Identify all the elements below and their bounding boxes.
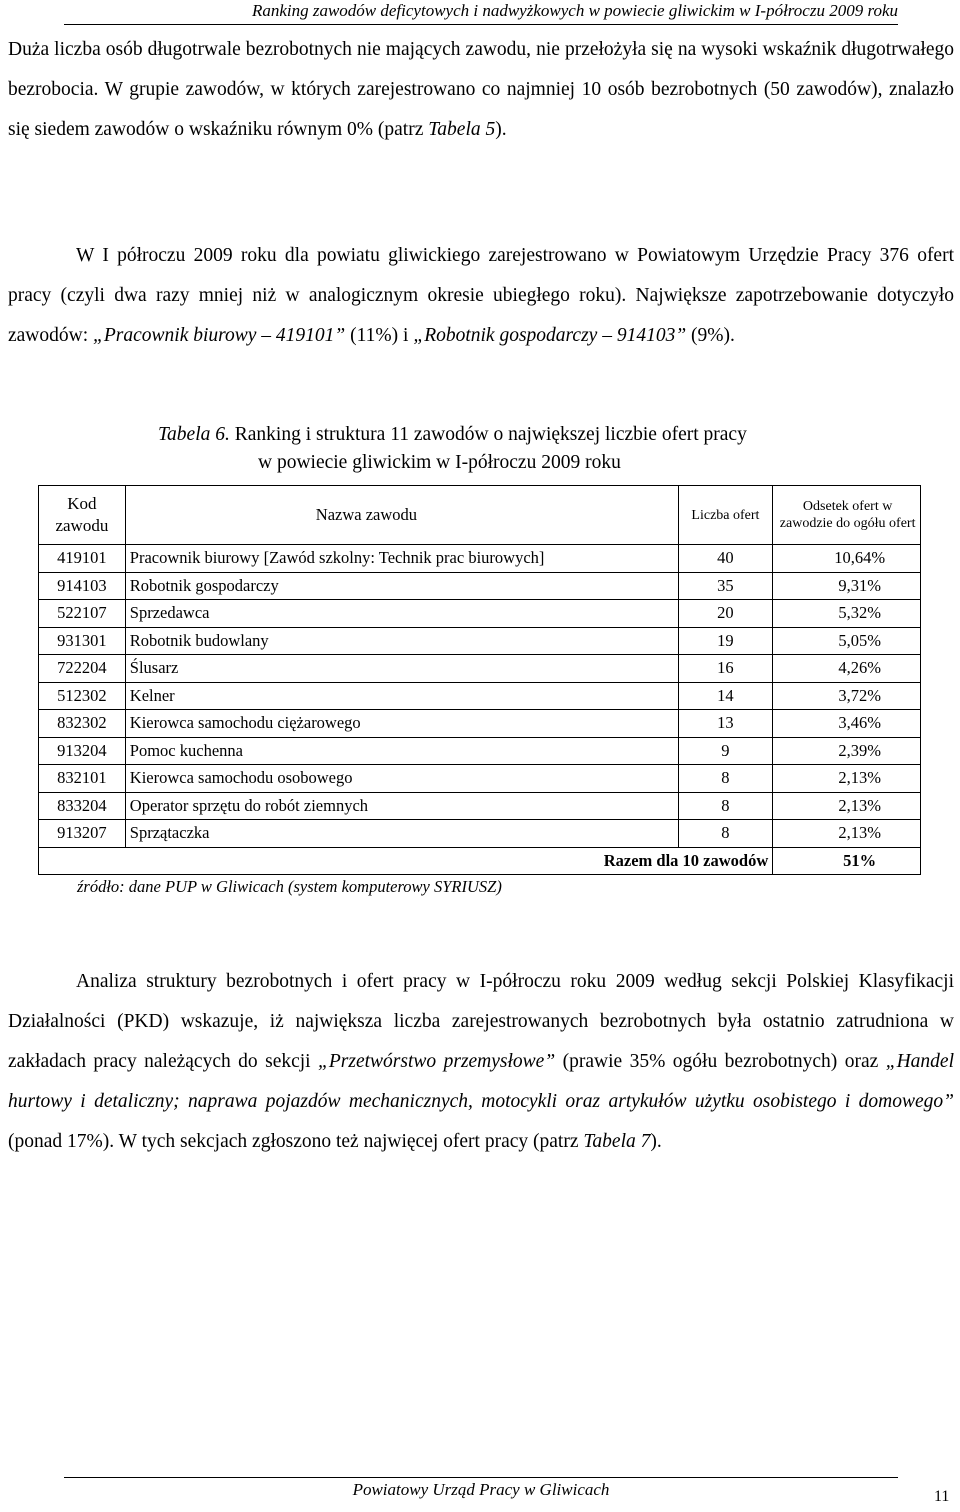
table6-caption-line2: w powiecie gliwickim w I-półroczu 2009 roku — [258, 452, 621, 473]
paragraph2-text-a: W I półroczu 2009 roku dla powiatu gliwickiego zarejestrowano w Powiatowym Urzędzie Pracy 376 ofert pracy (czyli dwa razy mniej niż w analogicznym okresie ubiegłego roku). Największe zapotrzebowanie dotyczyło zawodów: — [8, 245, 954, 346]
cell-kod: 913204 — [39, 737, 126, 765]
table-row — [39, 737, 921, 765]
header-kod: Kod zawodu — [39, 486, 126, 545]
table5-reference: Tabela 5 — [428, 119, 496, 140]
cell-odsetek: 3,46% — [773, 710, 921, 738]
table6-caption — [158, 421, 878, 477]
section-manufacturing: „Przetwórstwo przemysłowe” — [318, 1051, 556, 1072]
occupation-handyman: „Robotnik gospodarczy – 914103” — [413, 325, 687, 346]
cell-kod: 832101 — [39, 765, 126, 793]
occupation-ranking-table — [38, 485, 921, 875]
table-row — [39, 682, 921, 710]
table6-caption-line1: Ranking i struktura 11 zawodów o największej liczbie ofert pracy — [229, 424, 747, 445]
paragraph1-text-b: ). — [495, 119, 507, 140]
cell-nazwa: Operator sprzętu do robót ziemnych — [125, 792, 678, 820]
page-number: 11 — [934, 1488, 950, 1505]
cell-nazwa: Ślusarz — [125, 655, 678, 683]
cell-odsetek: 9,31% — [773, 572, 921, 600]
table6-label: Tabela 6. — [158, 424, 230, 445]
table-row — [39, 710, 921, 738]
cell-odsetek: 5,05% — [773, 627, 921, 655]
cell-liczba: 8 — [678, 792, 773, 820]
cell-kod: 931301 — [39, 627, 126, 655]
cell-nazwa: Robotnik budowlany — [125, 627, 678, 655]
cell-liczba: 14 — [678, 682, 773, 710]
cell-odsetek: 2,13% — [773, 792, 921, 820]
table-row — [39, 792, 921, 820]
table7-reference: Tabela 7 — [583, 1131, 651, 1152]
paragraph-long-term-unemployment — [8, 30, 954, 150]
cell-nazwa: Pracownik biurowy [Zawód szkolny: Technik prac biurowych] — [125, 545, 678, 573]
cell-liczba: 8 — [678, 765, 773, 793]
table-summary-row — [39, 847, 921, 875]
table-row — [39, 627, 921, 655]
table-source-note: źródło: dane PUP w Gliwicach (system komputerowy SYRIUSZ) — [77, 877, 502, 896]
paragraph1-text-a: Duża liczba osób długotrwale bezrobotnych nie mających zawodu, nie przełożyła się na wysoki wskaźnik długotrwałego bezrobocia. W grupie zawodów, w których zarejestrowano co najmniej 10 osób bezrobotnych (50 zawodów), znalazło się siedem zawodów o wskaźniku równym 0% (patrz — [8, 39, 954, 140]
cell-nazwa: Sprzątaczka — [125, 820, 678, 848]
cell-odsetek: 10,64% — [773, 545, 921, 573]
header-odsetek: Odsetek ofert w zawodzie do ogółu ofert — [773, 486, 921, 545]
cell-odsetek: 5,32% — [773, 600, 921, 628]
cell-nazwa: Kierowca samochodu ciężarowego — [125, 710, 678, 738]
cell-liczba: 13 — [678, 710, 773, 738]
footer-publisher: Powiatowy Urząd Pracy w Gliwicach — [64, 1477, 898, 1500]
cell-kod: 914103 — [39, 572, 126, 600]
cell-liczba: 8 — [678, 820, 773, 848]
cell-kod: 522107 — [39, 600, 126, 628]
cell-kod: 832302 — [39, 710, 126, 738]
paragraph-pkd-analysis — [8, 962, 954, 1162]
summary-value: 51% — [773, 847, 921, 875]
table-row — [39, 600, 921, 628]
cell-liczba: 20 — [678, 600, 773, 628]
cell-kod: 833204 — [39, 792, 126, 820]
cell-liczba: 35 — [678, 572, 773, 600]
cell-odsetek: 4,26% — [773, 655, 921, 683]
paragraph3-text-a: Analiza struktury bezrobotnych i ofert pracy w I-półroczu roku 2009 według sekcji Polskiej Klasyfikacji Działalności (PKD) wskazuje, iż największa liczba zarejestrowanych bezrobotnych była ostatnio zatrudniona w zakładach pracy należących do sekcji — [8, 971, 954, 1072]
section-trade: „Handel hurtowy i detaliczny; naprawa pojazdów mechanicznych, motocykli oraz artykułów użytku osobistego i domowego” — [8, 1051, 954, 1112]
cell-kod: 913207 — [39, 820, 126, 848]
cell-odsetek: 2,13% — [773, 820, 921, 848]
table-row — [39, 655, 921, 683]
cell-nazwa: Robotnik gospodarczy — [125, 572, 678, 600]
header-liczba: Liczba ofert — [678, 486, 773, 545]
cell-odsetek: 2,39% — [773, 737, 921, 765]
cell-kod: 419101 — [39, 545, 126, 573]
paragraph2-text-b: (11%) i — [345, 325, 414, 346]
cell-liczba: 19 — [678, 627, 773, 655]
cell-nazwa: Kelner — [125, 682, 678, 710]
cell-liczba: 16 — [678, 655, 773, 683]
header-nazwa: Nazwa zawodu — [125, 486, 678, 545]
cell-liczba: 9 — [678, 737, 773, 765]
paragraph3-text-d: ). — [650, 1131, 662, 1152]
table-row — [39, 820, 921, 848]
paragraph2-text-c: (9%). — [686, 325, 735, 346]
cell-nazwa: Sprzedawca — [125, 600, 678, 628]
table-row — [39, 545, 921, 573]
paragraph-job-offers — [8, 236, 954, 356]
cell-nazwa: Kierowca samochodu osobowego — [125, 765, 678, 793]
table-row — [39, 765, 921, 793]
running-header: Ranking zawodów deficytowych i nadwyżkowych w powiecie gliwickim w I-półroczu 2009 roku — [64, 0, 898, 25]
summary-label: Razem dla 10 zawodów — [39, 847, 773, 875]
cell-liczba: 40 — [678, 545, 773, 573]
cell-nazwa: Pomoc kuchenna — [125, 737, 678, 765]
cell-kod: 722204 — [39, 655, 126, 683]
paragraph3-text-c: (ponad 17%). W tych sekcjach zgłoszono też najwięcej ofert pracy (patrz — [8, 1131, 584, 1152]
table-row — [39, 572, 921, 600]
occupation-office-worker: „Pracownik biurowy – 419101” — [93, 325, 346, 346]
table-header-row — [39, 486, 921, 545]
paragraph3-text-b: (prawie 35% ogółu bezrobotnych) oraz — [555, 1051, 886, 1072]
cell-odsetek: 2,13% — [773, 765, 921, 793]
cell-odsetek: 3,72% — [773, 682, 921, 710]
cell-kod: 512302 — [39, 682, 126, 710]
